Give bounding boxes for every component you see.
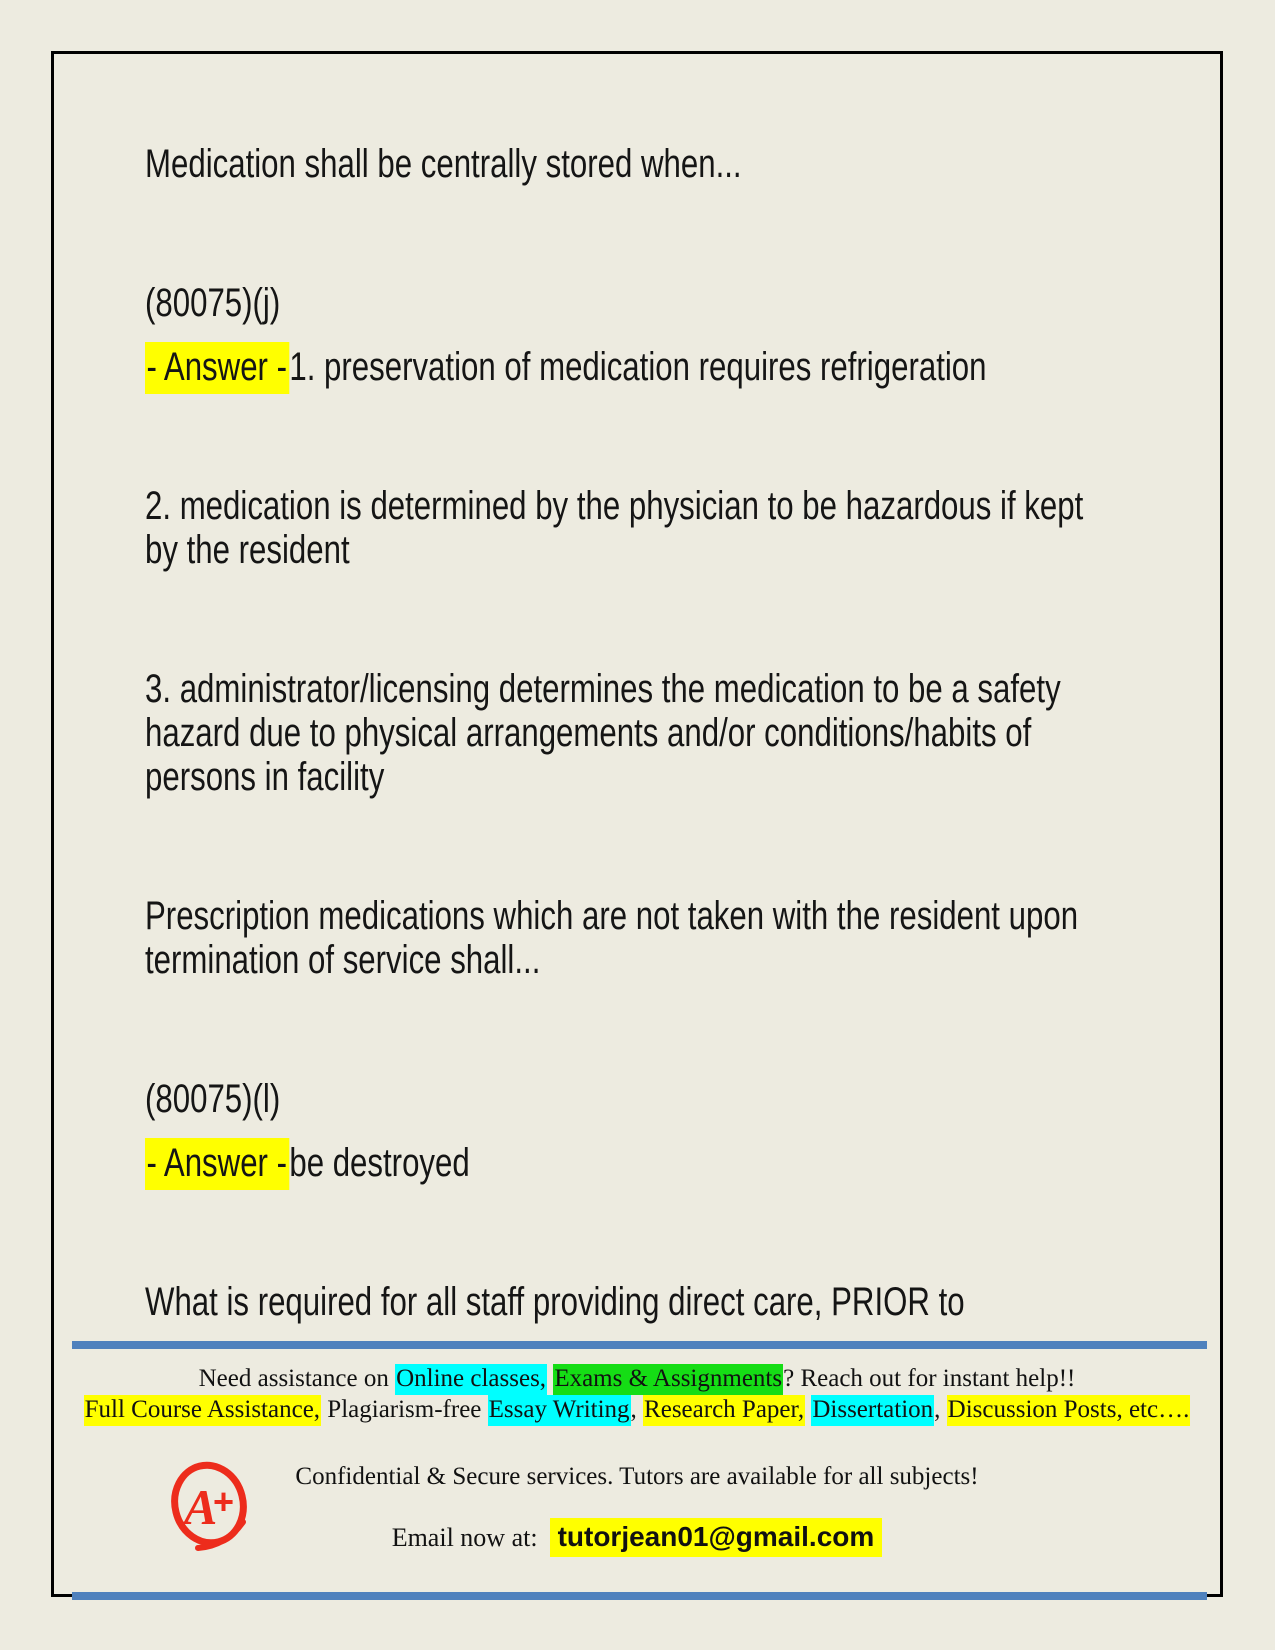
answer-paragraph bbox=[145, 345, 1116, 389]
services-text: Confidential & Secure services. Tutors are available for all subjects! bbox=[295, 1463, 979, 1490]
email-label: Email now at: bbox=[391, 1523, 538, 1552]
bottom-divider-rule bbox=[72, 1592, 1207, 1600]
question-text: Medication shall be centrally stored when... bbox=[145, 142, 742, 186]
aplus-logo-icon bbox=[170, 1460, 252, 1556]
answer-highlight: - Answer - bbox=[145, 342, 289, 394]
statute-reference: (80075)(l) bbox=[145, 1077, 281, 1121]
ad-segment: , bbox=[630, 1396, 644, 1423]
logo-letter-a: A bbox=[184, 1479, 218, 1535]
ad-segment-highlight-yellow: Research Paper, bbox=[643, 1395, 805, 1426]
ad-segment: Plagiarism-free bbox=[321, 1396, 488, 1423]
ad-line-2 bbox=[54, 1394, 1220, 1425]
ad-segment-highlight-yellow: Full Course Assistance, bbox=[84, 1395, 321, 1426]
ad-segment-highlight-green: Exams & Assignments bbox=[553, 1364, 783, 1395]
ad-segment-highlight-yellow: Discussion Posts, etc…. bbox=[947, 1395, 1191, 1426]
ad-segment: ? Reach out for instant help!! bbox=[783, 1365, 1076, 1392]
answer-text: be destroyed bbox=[289, 1141, 470, 1185]
ad-segment: , bbox=[934, 1396, 947, 1423]
answer-highlight: - Answer - bbox=[145, 1138, 289, 1190]
ad-segment-highlight-cyan: Online classes, bbox=[395, 1364, 547, 1395]
ad-segment-highlight-cyan: Essay Writing bbox=[488, 1395, 631, 1426]
answer-paragraph bbox=[145, 1141, 1116, 1185]
email-address: tutorjean01@gmail.com bbox=[550, 1518, 883, 1557]
ad-segment: Need assistance on bbox=[198, 1365, 396, 1392]
top-divider-rule bbox=[72, 1341, 1207, 1349]
ad-line-1 bbox=[54, 1363, 1220, 1394]
ad-segment-highlight-cyan: Dissertation bbox=[811, 1395, 934, 1426]
answer-item-2: 2. medication is determined by the physician to be hazardous if kept by the resident bbox=[145, 484, 1084, 572]
statute-reference: (80075)(j) bbox=[145, 281, 281, 325]
logo-plus-sign: + bbox=[213, 1481, 235, 1522]
document-body bbox=[145, 142, 1116, 1324]
answer-text: 1. preservation of medication requires refrigeration bbox=[289, 345, 987, 389]
page-border bbox=[51, 51, 1223, 1597]
question-text: What is required for all staff providing direct care, PRIOR to bbox=[145, 1280, 965, 1324]
answer-item-3: 3. administrator/licensing determines the medication to be a safety hazard due to physical arrangements and/or conditions/habits of persons in facility bbox=[145, 667, 1061, 799]
question-text: Prescription medications which are not taken with the resident upon termination of service shall... bbox=[145, 894, 1079, 982]
